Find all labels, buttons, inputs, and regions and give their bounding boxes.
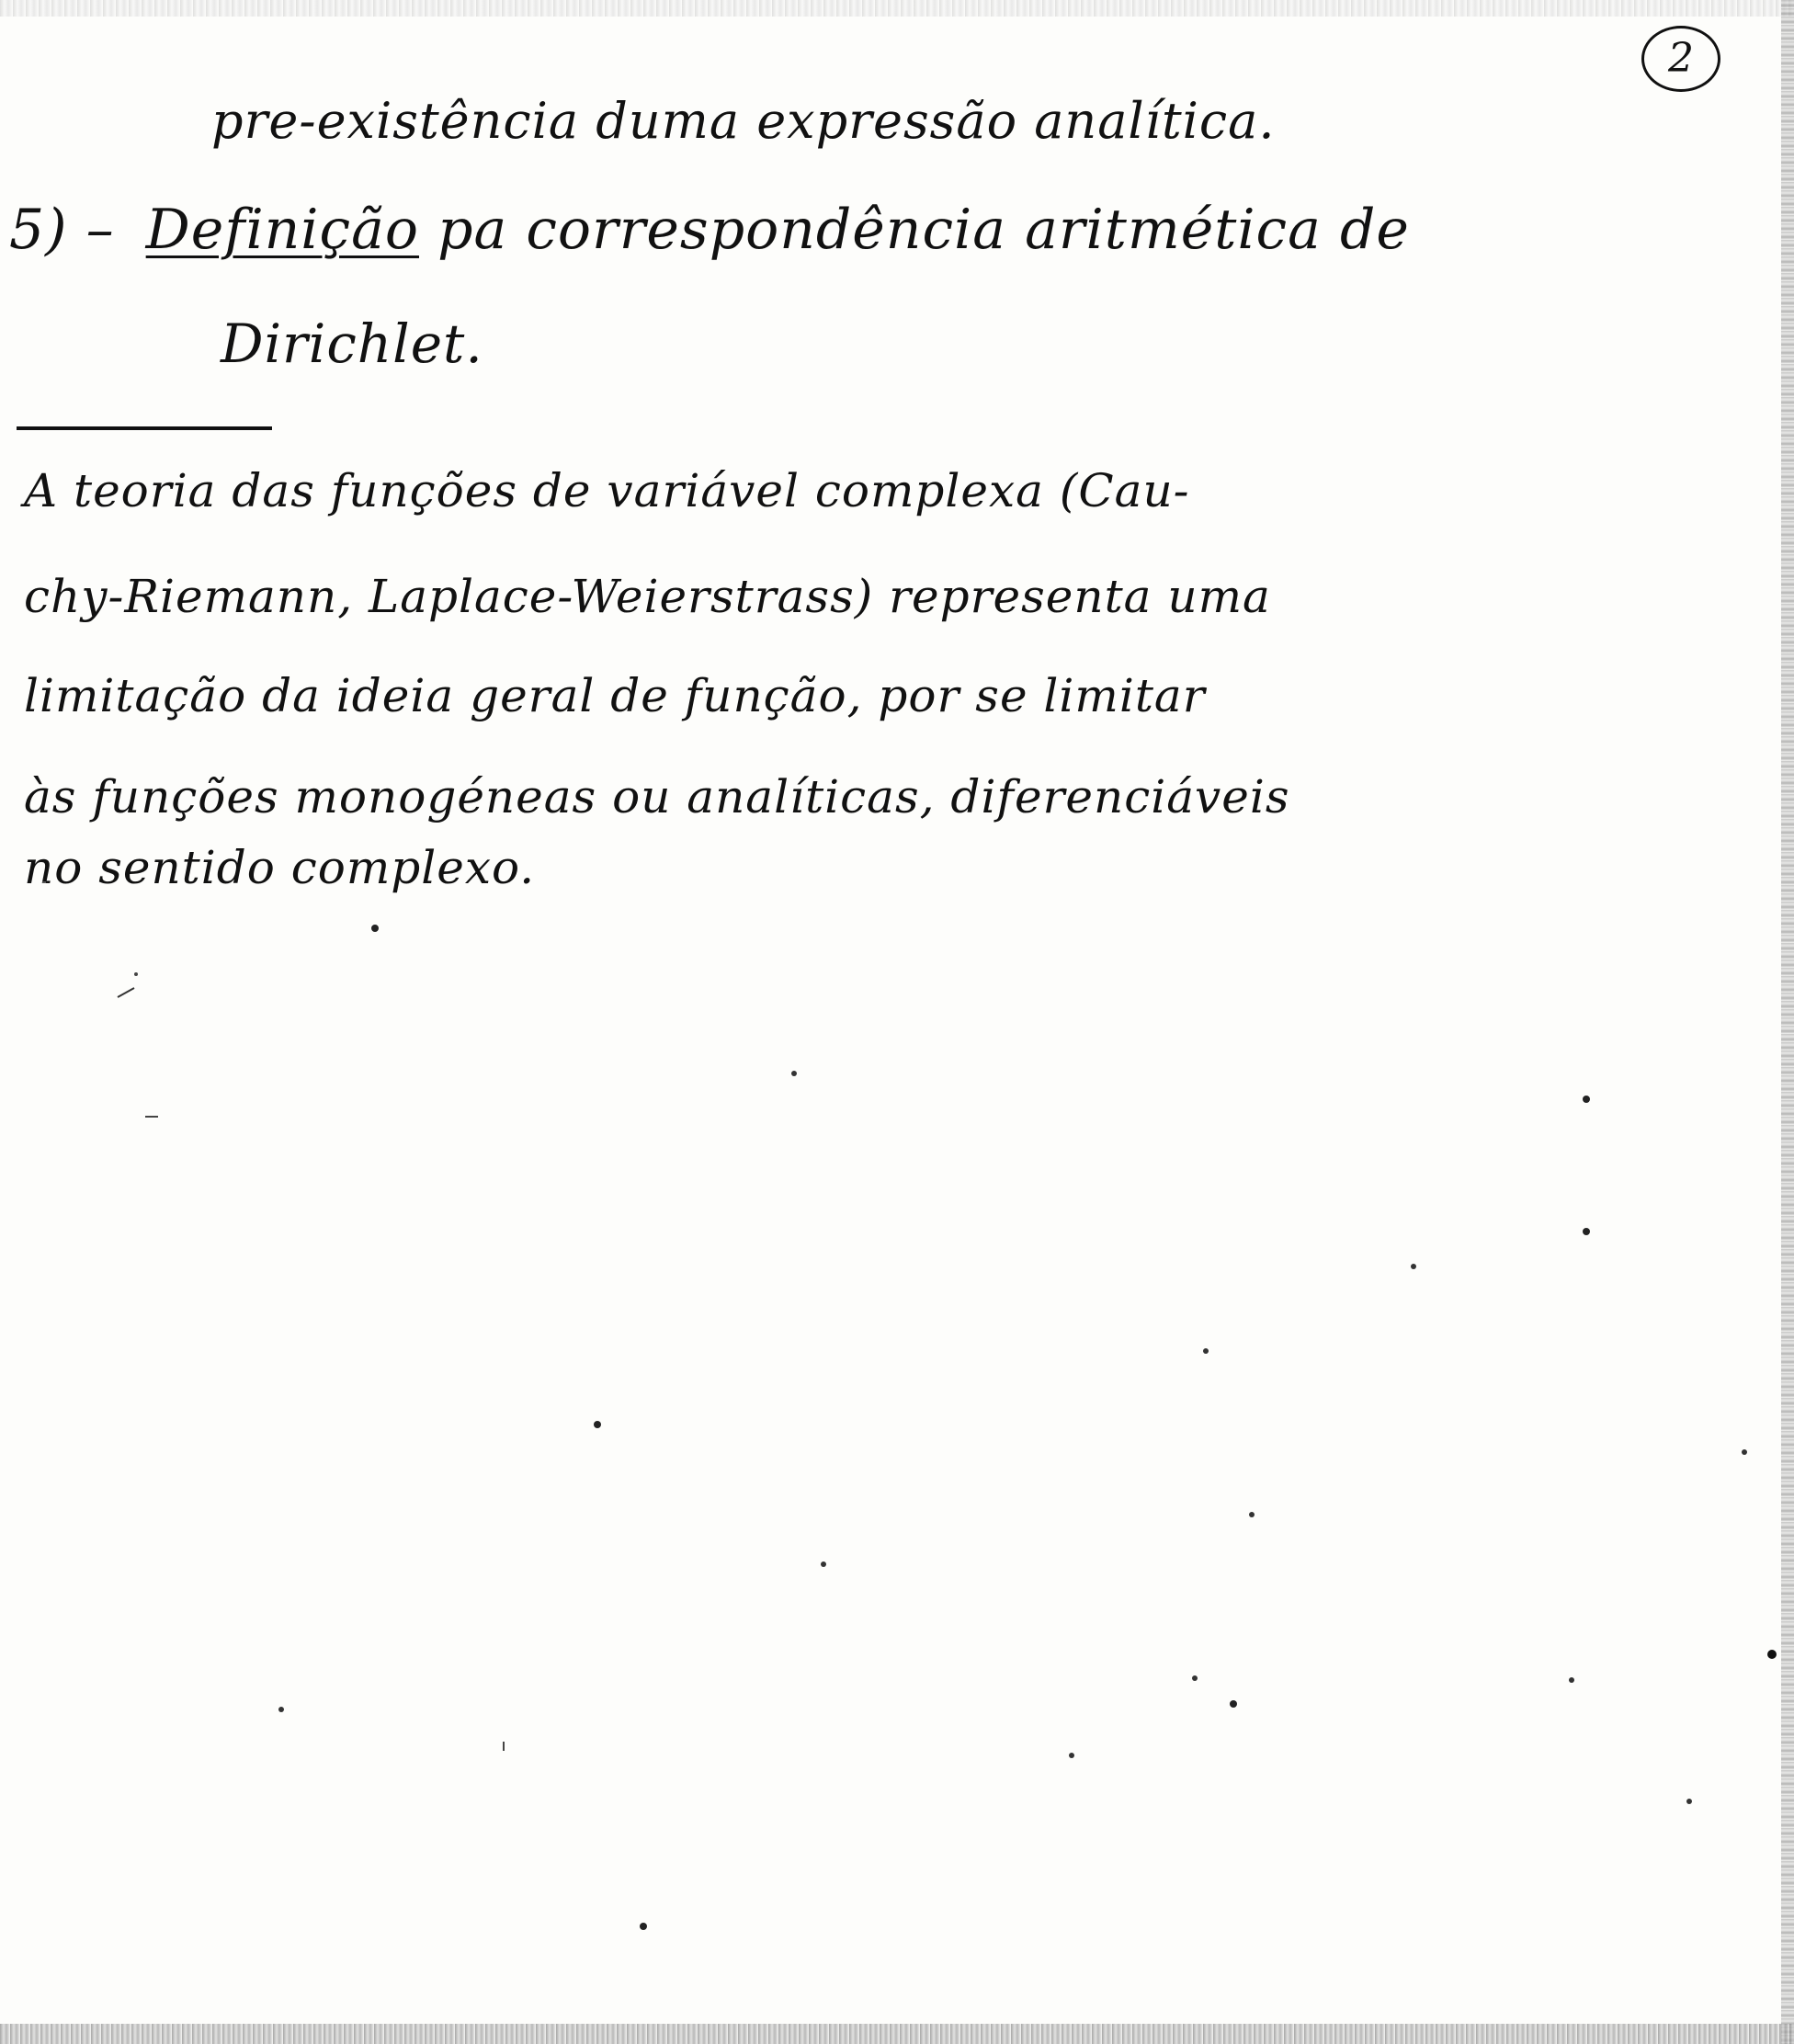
circled-page-number: 2 [1641,26,1720,92]
handwritten-line-3: Dirichlet. [221,312,483,375]
item-number: 5) – [9,198,115,262]
handwritten-line-1: pre-existência duma expressão analítica. [211,92,1276,150]
paragraph-line-2: chy-Riemann, Laplace-Weierstrass) representa uma [24,570,1271,623]
paragraph-line-3: limitação da ideia geral de função, por se limitar [24,669,1206,722]
paragraph-line-5: no sentido complexo. [24,841,536,894]
item-text: pa correspondência aritmética de [437,198,1410,262]
paragraph-line-1: A teoria das funções de variável complexa (Cau- [24,464,1190,517]
paragraph-line-4: às funções monogéneas ou analíticas, diferenciáveis [24,770,1290,823]
underlined-term: Definição [145,198,419,262]
